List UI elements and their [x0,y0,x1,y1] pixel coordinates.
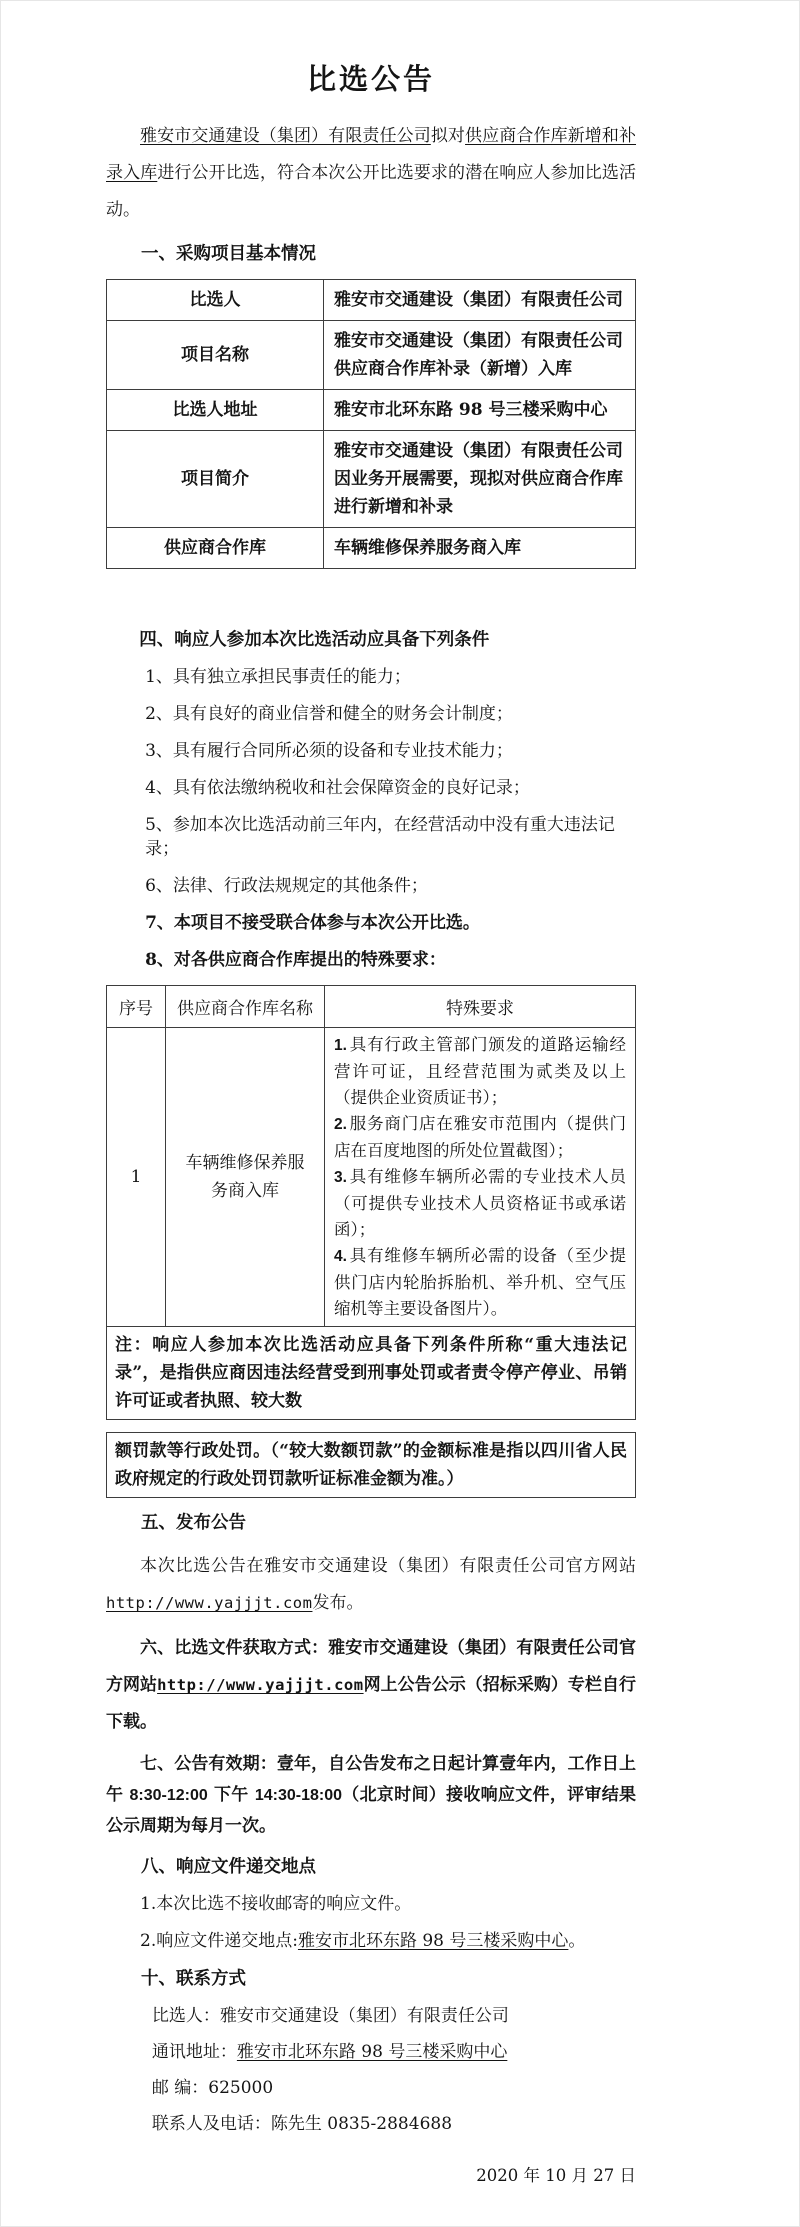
row-value: 雅安市北环东路 98 号三楼采购中心 [324,390,636,431]
delivery-address-underlined: 雅安市北环东路 98 号三楼采购中心 [297,1931,569,1951]
section-4-heading: 四、响应人参加本次比选活动应具备下列条件 [139,630,490,650]
contact-postcode-line: 邮 编：625000 [151,2078,274,2098]
requirement-text: 具有维修车辆所必需的专业技术人员（可提供专业技术人员资格证书或承诺函）； [334,1167,626,1239]
basic-info-table [106,279,636,569]
page-title: 比选公告 [306,62,435,96]
intro-mid-text: 拟对 [430,126,466,146]
row-label: 比选人 [107,280,324,321]
table-header-row [107,986,636,1028]
section-7-lead-text: 七、公告有效期：壹年，自公告发布之日起计算壹年内，工作日上午 [106,1754,636,1805]
page-break-gap [106,1420,636,1432]
condition-item-8: 8、对各供应商合作库提出的特殊要求： [145,950,446,970]
requirement-number: 2. [334,1116,347,1133]
row-label: 项目名称 [107,321,324,390]
page-break-gap [106,569,636,615]
requirement-text: 具有维修车辆所必需的设备（至少提供门店内轮胎拆胎机、举升机、空气压缩机等主要设备图片）。 [334,1246,626,1318]
row-value: 雅安市交通建设（集团）有限责任公司 [324,280,636,321]
afternoon-hours: 14:30-18:00 [254,1787,342,1804]
row-value: 车辆维修保养服务商入库 [324,528,636,569]
condition-item-5: 5、参加本次比选活动前三年内，在经营活动中没有重大违法记录； [145,815,615,859]
announcement-date: 2020 年 10 月 27 日 [476,2166,636,2185]
section-5-paragraph [106,1548,636,1622]
contact-phone-line: 联系人及电话：陈先生 0835-2884688 [151,2114,453,2134]
requirement-text: 具有行政主管部门颁发的道路运输经营许可证，且经营范围为贰类及以上（提供企业资质证书）； [334,1035,626,1107]
requirement-item-2 [334,1111,626,1164]
special-requirements-table [106,985,636,1327]
section-6-paragraph [106,1630,636,1741]
section-10-heading: 十、联系方式 [141,1969,246,1989]
requirement-text: 服务商门店在雅安市范围内（提供门店在百度地图的所处位置截图）； [334,1114,626,1160]
condition-item-4: 4、具有依法缴纳税收和社会保障资金的良好记录； [145,778,530,798]
header-no: 序号 [107,986,166,1028]
row-label: 项目简介 [107,431,324,528]
section-7-tail-text: （北京时间）接收响应文件，评审结果公示周期为每月一次。 [106,1785,637,1836]
requirement-number: 3. [334,1169,347,1186]
row-label: 比选人地址 [107,390,324,431]
section-7-paragraph [106,1749,636,1842]
requirement-item-1 [334,1032,626,1111]
condition-item-7: 7、本项目不接受联合体参与本次公开比选。 [145,913,480,933]
condition-item-6: 6、法律、行政法规规定的其他条件； [145,876,428,896]
condition-item-3: 3、具有履行合同所必须的设备和专业技术能力； [145,741,513,761]
delivery-item-2-tail: 。 [568,1931,586,1951]
table-row [107,1028,636,1327]
section-5-heading: 五、发布公告 [141,1513,246,1533]
intro-subject-underlined: 供应商合作库新增和补录入库 [106,126,637,183]
contact-address-line [106,2040,636,2064]
cell-name: 车辆维修保养服务商入库 [166,1028,325,1327]
table-row [107,431,636,528]
section-5-tail-text: 发布。 [312,1593,364,1613]
section-6-prefix-text: 六、比选文件获取方式：雅安市交通建设（集团）有限责任公司官方网站 [106,1638,636,1695]
delivery-item-2 [106,1929,636,1953]
morning-hours: 8:30-12:00 [129,1787,208,1804]
section-7-mid-text: 下午 [214,1785,249,1805]
header-requirement: 特殊要求 [325,986,636,1028]
table-row [107,528,636,569]
contact-address-label: 通讯地址： [151,2042,237,2062]
cell-no: 1 [107,1028,166,1327]
condition-item-1: 1、具有独立承担民事责任的能力； [145,667,411,687]
delivery-item-2-prefix: 2.响应文件递交地点: [140,1931,298,1951]
table-note-part-2: 额罚款等行政处罚。（“较大数额罚款”的金额标准是指以四川省人民政府规定的行政处罚罚款听证标准金额为准。） [106,1432,636,1498]
intro-company-underlined: 雅安市交通建设（集团）有限责任公司 [140,126,431,146]
table-note-part-1: 注：响应人参加本次比选活动应具备下列条件所称“重大违法记录”，是指供应商因违法经营受到刑事处罚或者责令停产停业、吊销许可证或者执照、较大数 [106,1326,636,1420]
delivery-item-1: 1.本次比选不接收邮寄的响应文件。 [140,1894,412,1914]
intro-tail-text: 进行公开比选，符合本次公开比选要求的潜在响应人参加比选活动。 [106,163,637,220]
row-label: 供应商合作库 [107,528,324,569]
website-url: http://www.yajjjt.com [106,1594,313,1612]
row-value: 雅安市交通建设（集团）有限责任公司供应商合作库补录（新增）入库 [324,321,636,390]
section-6-tail-text: 网上公告公示（招标采购）专栏自行下载。 [106,1675,637,1732]
header-name: 供应商合作库名称 [166,986,325,1028]
cell-requirements [325,1028,636,1327]
requirement-item-4 [334,1243,626,1322]
website-url: http://www.yajjjt.com [157,1676,364,1694]
table-row [107,280,636,321]
contact-selector-line: 比选人：雅安市交通建设（集团）有限责任公司 [151,2006,509,2026]
condition-item-2: 2、具有良好的商业信誉和健全的财务会计制度； [145,704,513,724]
section-1-heading: 一、采购项目基本情况 [141,244,316,264]
table-row [107,321,636,390]
row-value: 雅安市交通建设（集团）有限责任公司因业务开展需要，现拟对供应商合作库进行新增和补录 [324,431,636,528]
section-5-body-text: 本次比选公告在雅安市交通建设（集团）有限责任公司官方网站 [140,1556,636,1576]
table-row [107,390,636,431]
requirement-number: 4. [334,1248,347,1265]
intro-paragraph [106,118,636,229]
contact-address-underlined: 雅安市北环东路 98 号三楼采购中心 [236,2042,508,2062]
requirement-number: 1. [334,1037,347,1054]
section-8-heading: 八、响应文件递交地点 [141,1857,316,1877]
requirement-item-3 [334,1164,626,1243]
